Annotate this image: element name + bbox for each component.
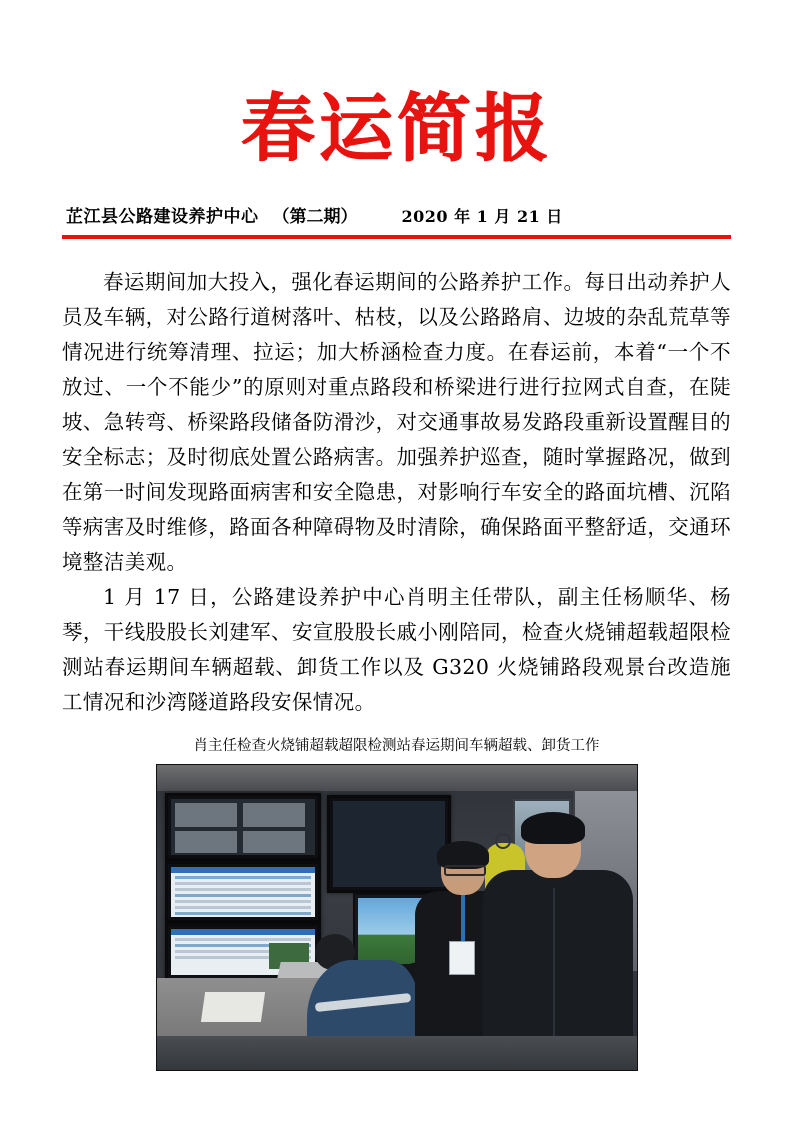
photo-person-right-hair	[521, 812, 585, 844]
photo-desk-papers	[200, 992, 264, 1022]
photo-id-badge	[449, 941, 475, 975]
photo-monitor-middle	[165, 861, 321, 923]
masthead	[62, 0, 731, 239]
figure-caption: 肖主任检查火烧铺超载超限检测站春运期间车辆超载、卸货工作	[193, 738, 600, 754]
issue-date: 2020 年 1 月 21 日	[401, 207, 563, 226]
figure	[62, 736, 731, 1071]
issuing-organization: 芷江县公路建设养护中心	[66, 207, 259, 227]
photo-person-right	[483, 818, 633, 1070]
photo-ceiling	[157, 765, 637, 791]
page-title: 春运简报	[240, 86, 553, 172]
paragraph-1: 春运期间加大投入，强化春运期间的公路养护工作。每日出动养护人员及车辆，对公路行道树落叶、枯枝，以及公路路肩、边坡的杂乱荒草等情况进行统筹清理、拉运；加大桥涵检查力度。在春运前，本着“一个不放过、一个不能少”的原则对重点路段和桥梁进行进行拉网式自查，在陡坡、急转弯、桥梁路段储备防滑沙，对交通事故易发路段重新设置醒目的安全标志；及时彻底处置公路病害。加强养护巡查，随时掌握路况，做到在第一时间发现路面病害和安全隐患，对影响行车安全的路面坑槽、沉陷等病害及时维修，路面各种障碍物及时清除，确保路面平整舒适，交通环境整洁美观。	[62, 270, 731, 574]
article-body	[62, 265, 731, 720]
photo-cctv-feed	[171, 799, 315, 855]
photo-lanyard	[461, 895, 465, 941]
glasses-icon	[444, 865, 486, 876]
photo-floor	[157, 1036, 637, 1070]
photo-monitor-top	[165, 793, 321, 861]
photo-inspection-control-room	[156, 764, 638, 1071]
paragraph-2: 1 月 17 日，公路建设养护中心肖明主任带队，副主任杨顺华、杨琴，干线股股长刘建军、安宣股股长戚小刚陪同，检查火烧铺超载超限检测站春运期间车辆超载、卸货工作以及 G320 火烧铺路段观景台改造施工情况和沙湾隧道路段安保情况。	[62, 585, 731, 714]
photo-data-table	[171, 867, 315, 917]
header-divider	[62, 235, 731, 239]
issue-line	[62, 202, 731, 227]
issue-number: （第二期）	[272, 207, 358, 227]
